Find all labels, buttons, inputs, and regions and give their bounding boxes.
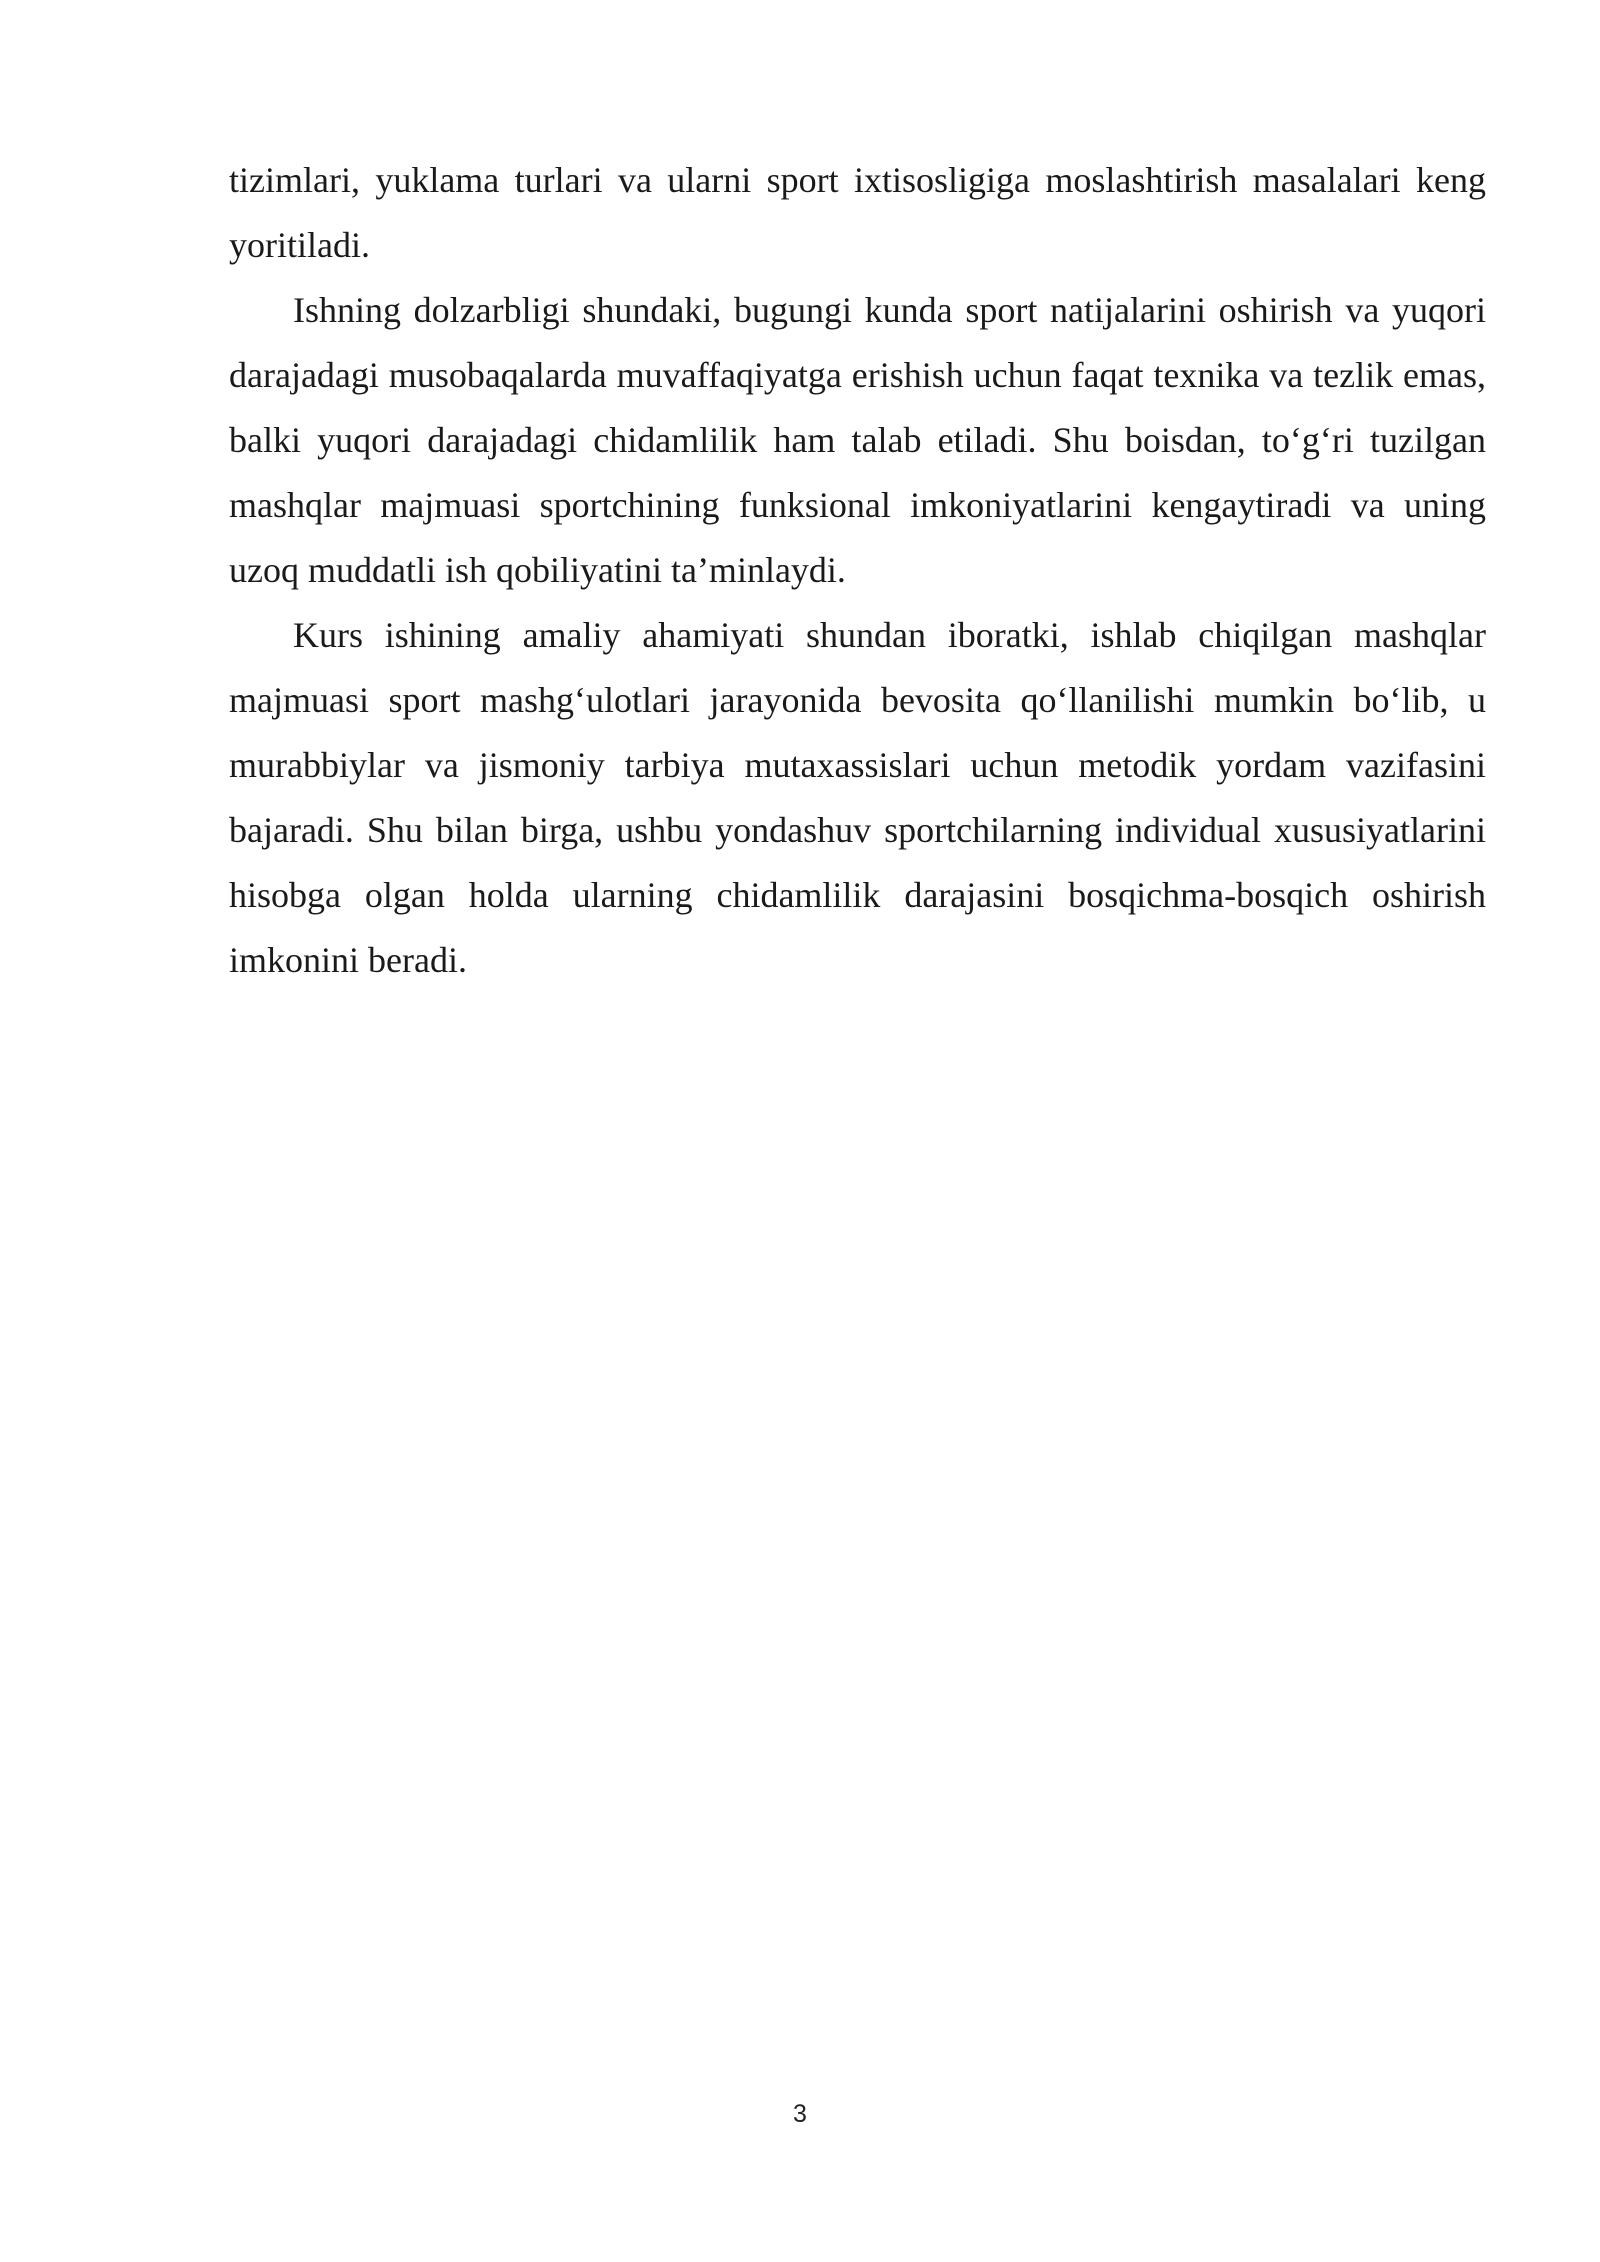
page-number: 3 [793,2100,807,2128]
paragraph-practical-significance: Kurs ishining amaliy ahamiyati shundan iboratki, ishlab chiqilgan mashqlar majmuasi sport mashg‘ulotlari jarayonida bevosita qo‘llanilishi mumkin bo‘lib, u murabbiylar va jismoniy tarbiya mutaxassislari uchun metodik yordam vazifasini bajaradi. Shu bilan birga, ushbu yondashuv sportchilarning individual xususiyatlarini hisobga olgan holda ularning chidamlilik darajasini bosqichma-bosqich oshirish imkonini beradi. [229,615,1486,980]
body-text [229,148,1486,993]
paragraph-continuation: tizimlari, yuklama turlari va ularni sport ixtisosligiga moslashtirish masalalari keng yoritiladi. [229,160,1486,265]
paragraph-relevance: Ishning dolzarbligi shundaki, bugungi kunda sport natijalarini oshirish va yuqori darajadagi musobaqalarda muvaffaqiyatga erishish uchun faqat texnika va tezlik emas, balki yuqori darajadagi chidamlilik ham talab etiladi. Shu boisdan, to‘g‘ri tuzilgan mashqlar majmuasi sportchining funksional imkoniyatlarini kengaytiradi va uning uzoq muddatli ish qobiliyatini ta’minlaydi. [229,290,1486,590]
